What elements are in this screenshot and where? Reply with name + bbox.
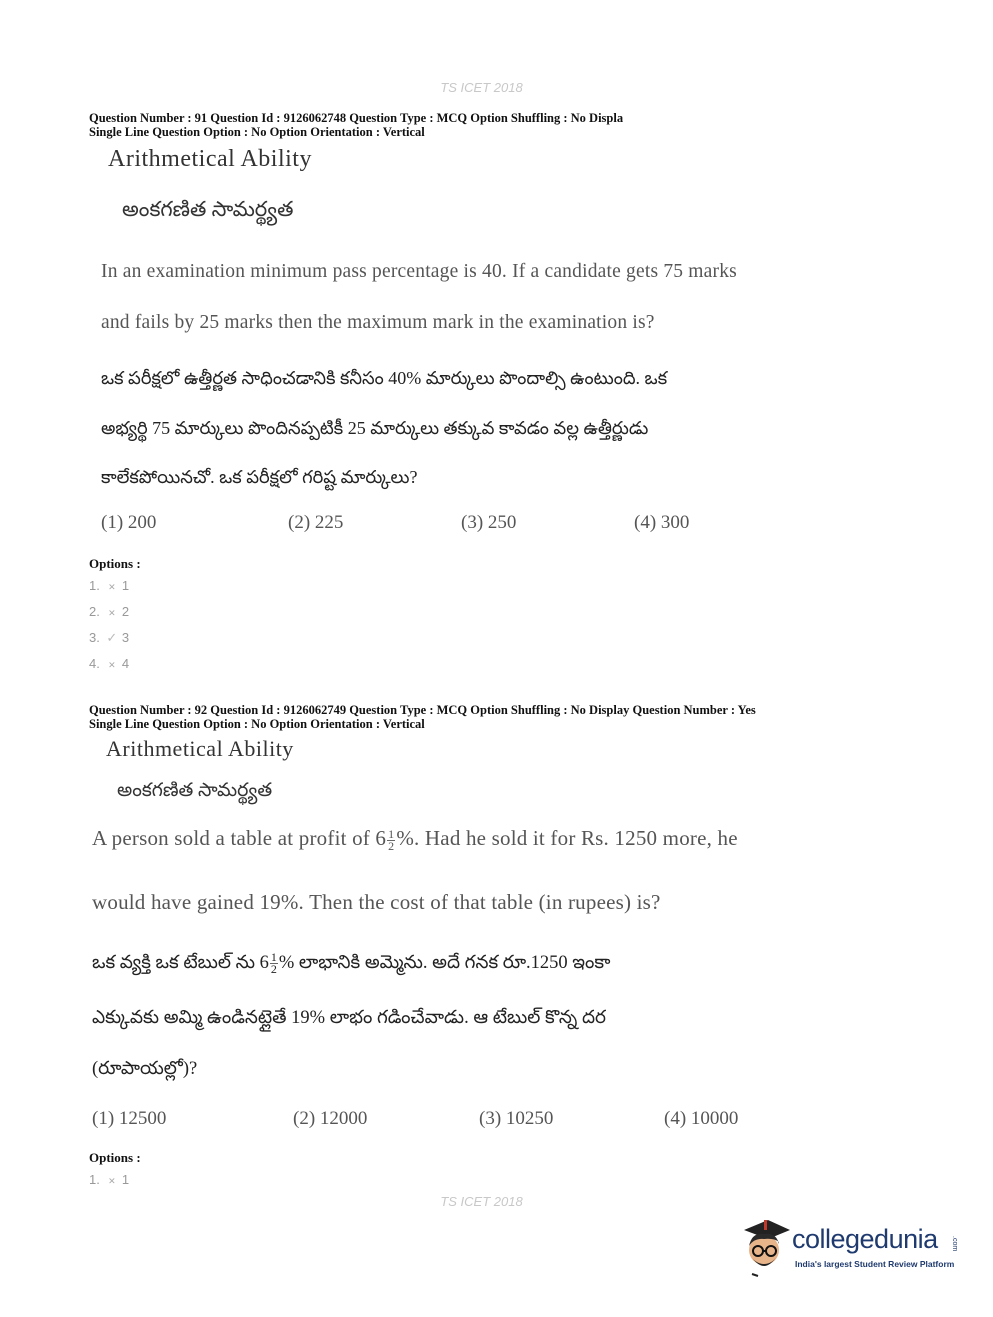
question-meta-line2: Single Line Question Option : No Option Orientation : Vertical (89, 125, 425, 139)
wrong-mark-icon: ✕ (108, 608, 116, 618)
question-text-en-part: A person sold a table at profit of 6 (92, 826, 387, 850)
answer-choice-2: (2) 225 (288, 512, 344, 533)
option-number: 1. (89, 1172, 100, 1187)
answer-choice-1: (1) 200 (101, 512, 157, 533)
subject-title-te: అంకగణిత సామర్థ్యత (117, 780, 273, 801)
answer-choice-3: (3) 10250 (479, 1108, 554, 1129)
correct-check-icon: ✓ (106, 630, 118, 645)
answer-choice-4: (4) 10000 (664, 1108, 739, 1129)
subject-title-en: Arithmetical Ability (106, 736, 294, 761)
option-row (89, 1172, 129, 1187)
question-meta-line2: Single Line Question Option : No Option Orientation : Vertical (89, 717, 425, 731)
answer-choice-1: (1) 12500 (92, 1108, 167, 1129)
option-value: 1 (121, 578, 130, 593)
option-value: 3 (121, 630, 130, 645)
option-value: 1 (121, 1172, 130, 1187)
option-row (89, 578, 129, 593)
fraction-numerator: 1 (388, 826, 395, 841)
answer-choice-4: (4) 300 (634, 512, 690, 533)
fraction-denominator: 2 (388, 838, 395, 853)
options-label: Options : (89, 556, 141, 571)
watermark-top: TS ICET 2018 (440, 80, 523, 95)
wrong-mark-icon: ✕ (108, 1176, 116, 1186)
wrong-mark-icon: ✕ (108, 582, 116, 592)
answer-choice-2: (2) 12000 (293, 1108, 368, 1129)
logo-wordmark: collegedunia (792, 1224, 938, 1254)
option-row (89, 656, 129, 671)
option-row (89, 630, 129, 646)
logo-tagline: India's largest Student Review Platform (795, 1259, 955, 1269)
option-number: 4. (89, 656, 100, 671)
subject-title-te: అంకగణిత సామర్థ్యత (122, 197, 294, 221)
question-text-te-line2: అభ్యర్థి 75 మార్కులు పొందినప్పటికీ 25 మార్కులు తక్కువ కావడం వల్ల ఉత్తీర్ణుడు (101, 418, 649, 438)
option-value: 4 (121, 656, 130, 671)
option-row (89, 604, 129, 619)
graduate-mascot-icon (734, 1212, 794, 1282)
subject-title-en: Arithmetical Ability (108, 146, 312, 172)
wrong-mark-icon: ✕ (108, 660, 116, 670)
option-number: 3. (89, 630, 100, 645)
answer-choice-3: (3) 250 (461, 512, 517, 533)
question-text-te-part: % లాభానికి అమ్మెను. అదే గనక రూ.1250 ఇంకా (278, 953, 611, 973)
question-text-te-line1: ఒక పరీక్షలో ఉత్తీర్ణత సాధించడానికి కనీసం 40% మార్కులు పొందాల్సి ఉంటుంది. ఒక (101, 368, 668, 388)
question-text-te-line3: కాలేకపోయినచో. ఒక పరీక్షలో గరిష్ట మార్కులు? (101, 467, 418, 487)
fraction-numerator: 1 (270, 950, 277, 965)
question-text-te-line1 (92, 952, 610, 977)
fraction (387, 826, 395, 853)
option-number: 1. (89, 578, 100, 593)
question-text-en-line2: and fails by 25 marks then the maximum mark in the examination is? (101, 312, 655, 333)
options-label: Options : (89, 1150, 141, 1165)
question-text-te-line2: ఎక్కువకు అమ్మి ఉండినట్లైతే 19% లాభం గడించేవాడు. ఆ టేబుల్ కొన్న దర (92, 1008, 606, 1028)
fraction-denominator: 2 (270, 962, 277, 977)
watermark-bottom: TS ICET 2018 (440, 1194, 523, 1209)
fraction (270, 952, 278, 975)
question-text-te-part: ఒక వ్యక్తి ఒక టేబుల్ ను 6 (92, 953, 269, 973)
question-text-en-part: %. Had he sold it for Rs. 1250 more, he (396, 826, 738, 850)
question-meta-line1: Question Number : 91 Question Id : 9126062748 Question Type : MCQ Option Shuffling : No Displa (89, 111, 624, 125)
question-meta-line1: Question Number : 92 Question Id : 9126062749 Question Type : MCQ Option Shuffling : No Display Question Number : Yes (89, 703, 756, 717)
logo-suffix: .com (951, 1236, 958, 1252)
option-value: 2 (121, 604, 130, 619)
question-text-te-line3: (రూపాయల్లో)? (92, 1059, 198, 1079)
option-number: 2. (89, 604, 100, 619)
question-text-en-line2: would have gained 19%. Then the cost of that table (in rupees) is? (92, 890, 661, 914)
question-text-en-line1 (92, 826, 738, 852)
question-text-en-line1: In an examination minimum pass percentage is 40. If a candidate gets 75 marks (101, 261, 737, 282)
